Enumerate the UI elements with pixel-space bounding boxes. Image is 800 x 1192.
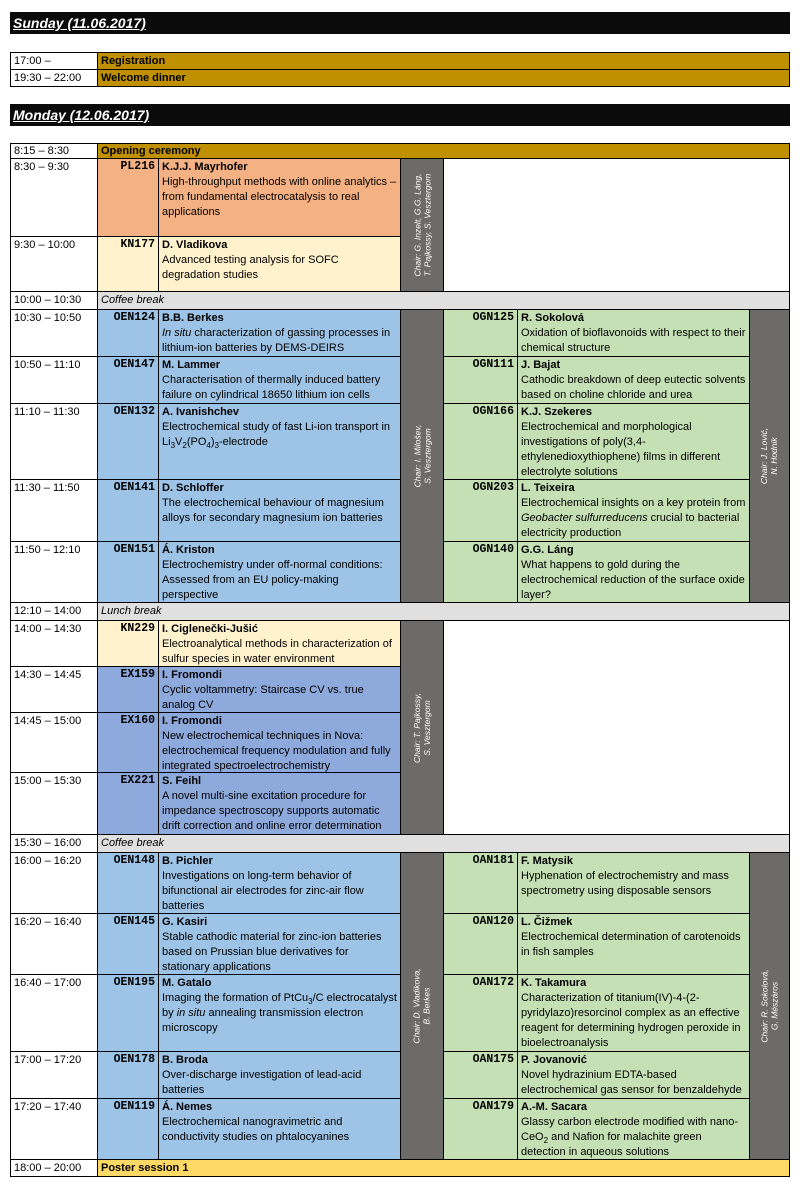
talk-title: Characterization of titanium(IV)-4-(2-pyridylazo)resorcinol complex as an effective reagent for determining hydrogen peroxide in bioelectroanalysis xyxy=(521,992,741,1049)
talk-code: OAN175 xyxy=(472,1053,514,1066)
talk-title: Glassy carbon electrode modified with nano-CeO$_2$ and Nafion for malachite green detection in aqueous solutions xyxy=(521,1116,739,1158)
time-cell: 15:00 – 15:30 xyxy=(10,772,98,835)
talk-author: Á. Kriston xyxy=(162,544,215,556)
time-cell: 11:10 – 11:30 xyxy=(10,403,98,480)
talk-cell xyxy=(517,974,750,1052)
talk-cell xyxy=(158,666,401,713)
code-cell xyxy=(97,1051,159,1099)
talk-author: P. Jovanović xyxy=(521,1054,587,1066)
talk-author: L. Teixeira xyxy=(521,482,575,494)
talk-author: M. Gatalo xyxy=(162,977,212,989)
talk-author: B.B. Berkes xyxy=(162,312,224,324)
time-cell: 9:30 – 10:00 xyxy=(10,236,98,292)
talk-author: K.J. Szekeres xyxy=(521,406,592,418)
talk-code: OEN147 xyxy=(113,358,155,371)
talk-code: OGN166 xyxy=(472,405,514,418)
chair-label: Chair: G. Inzelt, G.G. Láng, T. Pajkossy, S. Vesztergom xyxy=(412,173,432,277)
talk-cell xyxy=(517,541,750,603)
chair-label: Chair: J. Lović, N. Hodnik xyxy=(759,427,780,485)
talk-cell xyxy=(158,712,401,773)
talk-code: KN229 xyxy=(120,622,155,635)
talk-title: What happens to gold during the electrochemical reduction of the surface oxide layer? xyxy=(521,559,745,601)
code-cell xyxy=(97,158,159,237)
talk-code: PL216 xyxy=(120,160,155,173)
code-cell xyxy=(443,479,518,542)
chair-label: Chair: I. Milošev, S. Vesztergom xyxy=(412,424,433,488)
time-cell: 10:50 – 11:10 xyxy=(10,356,98,404)
talk-code: OAN179 xyxy=(472,1100,514,1113)
talk-cell xyxy=(158,620,401,667)
chair-cell xyxy=(400,852,444,1160)
talk-cell xyxy=(517,356,750,404)
code-cell xyxy=(97,913,159,975)
empty-cell xyxy=(443,620,790,835)
talk-author: D. Schloffer xyxy=(162,482,224,494)
talk-title: Electrochemical insights on a key protein from Geobacter sulfurreducens crucial to bacterial electricity production xyxy=(521,497,746,539)
chair-cell xyxy=(749,309,790,603)
chair-label: Chair: D. Vladikova, B. Berkes xyxy=(412,968,432,1044)
talk-title: Cyclic voltammetry: Staircase CV vs. true analog CV xyxy=(162,684,364,711)
talk-code: OAN181 xyxy=(472,854,514,867)
talk-title: Novel hydrazinium EDTA-based electrochemical gas sensor for benzaldehyde xyxy=(521,1069,742,1096)
talk-code: EX160 xyxy=(120,714,155,727)
talk-title: Stable cathodic material for zinc-ion batteries based on Prussian blue derivatives for stationary applications xyxy=(162,931,382,973)
talk-code: OEN132 xyxy=(113,405,155,418)
talk-title: In situ characterization of gassing processes in lithium-ion batteries by DEMS-DEIRS xyxy=(162,327,391,354)
talk-code: OEN145 xyxy=(113,915,155,928)
time-cell: 19:30 – 22:00 xyxy=(10,69,98,87)
talk-code: OEN178 xyxy=(113,1053,155,1066)
code-cell xyxy=(443,356,518,404)
time-cell: 11:30 – 11:50 xyxy=(10,479,98,542)
coffee-break-row: Coffee break xyxy=(97,291,790,310)
time-cell: 12:10 – 14:00 xyxy=(10,602,98,621)
talk-title: Investigations on long-term behavior of bifunctional air electrodes for zinc-air flow batteries xyxy=(162,870,364,912)
time-cell: 14:45 – 15:00 xyxy=(10,712,98,773)
time-cell: 14:00 – 14:30 xyxy=(10,620,98,667)
code-cell xyxy=(97,666,159,713)
talk-cell xyxy=(158,541,401,603)
time-cell: 10:30 – 10:50 xyxy=(10,309,98,357)
talk-author: L. Čižmek xyxy=(521,916,573,928)
talk-code: OEN124 xyxy=(113,311,155,324)
talk-code: OAN120 xyxy=(472,915,514,928)
talk-author: F. Matysik xyxy=(521,855,573,867)
time-cell: 15:30 – 16:00 xyxy=(10,834,98,853)
talk-code: OEN141 xyxy=(113,481,155,494)
talk-author: J. Bajat xyxy=(521,359,561,371)
talk-author: I. Fromondi xyxy=(162,715,222,727)
talk-cell xyxy=(517,1098,750,1160)
talk-author: B. Pichler xyxy=(162,855,213,867)
code-cell xyxy=(443,1051,518,1099)
talk-author: R. Sokolová xyxy=(521,312,584,324)
time-cell: 10:00 – 10:30 xyxy=(10,291,98,310)
time-cell: 16:00 – 16:20 xyxy=(10,852,98,914)
talk-code: OEN119 xyxy=(113,1100,155,1113)
talk-cell xyxy=(158,158,401,237)
talk-title: Cathodic breakdown of deep eutectic solvents based on choline chloride and urea xyxy=(521,374,746,401)
talk-author: Á. Nemes xyxy=(162,1101,213,1113)
talk-cell xyxy=(517,403,750,480)
time-cell: 11:50 – 12:10 xyxy=(10,541,98,603)
talk-title: A novel multi-sine excitation procedure for impedance spectroscopy supports automatic drift correction and online error determination xyxy=(162,790,382,832)
time-cell: 16:20 – 16:40 xyxy=(10,913,98,975)
day-header-sunday: Sunday (11.06.2017) xyxy=(10,12,790,34)
talk-code: OEN195 xyxy=(113,976,155,989)
code-cell xyxy=(97,479,159,542)
talk-title: Electrochemical determination of carotenoids in fish samples xyxy=(521,931,741,958)
talk-code: KN177 xyxy=(120,238,155,251)
talk-title: Characterisation of thermally induced battery failure on cylindrical 18650 lithium ion cells xyxy=(162,374,381,401)
talk-cell xyxy=(158,403,401,480)
talk-code: EX159 xyxy=(120,668,155,681)
talk-author: I. Fromondi xyxy=(162,669,222,681)
chair-label: Chair: T. Pajkossy, S. Vesztergom xyxy=(412,692,433,763)
chair-cell xyxy=(400,620,444,835)
time-cell: 17:00 – xyxy=(10,52,98,70)
talk-cell xyxy=(517,913,750,975)
talk-code: OGN140 xyxy=(472,543,514,556)
chair-cell xyxy=(400,309,444,603)
code-cell xyxy=(97,712,159,773)
code-cell xyxy=(443,541,518,603)
talk-cell xyxy=(158,974,401,1052)
code-cell xyxy=(443,974,518,1052)
time-cell: 17:20 – 17:40 xyxy=(10,1098,98,1160)
talk-cell xyxy=(158,1098,401,1160)
welcome-dinner-row: Welcome dinner xyxy=(97,69,790,87)
talk-title: Over-discharge investigation of lead-acid batteries xyxy=(162,1069,362,1096)
code-cell xyxy=(97,403,159,480)
talk-title: Electrochemistry under off-normal conditions: Assessed from an EU policy-making perspective xyxy=(162,559,383,601)
talk-cell xyxy=(158,1051,401,1099)
talk-title: Hyphenation of electrochemistry and mass spectrometry using disposable sensors xyxy=(521,870,729,897)
talk-code: OGN111 xyxy=(472,358,514,371)
code-cell xyxy=(97,772,159,835)
code-cell xyxy=(443,852,518,914)
talk-cell xyxy=(158,913,401,975)
talk-cell xyxy=(517,309,750,357)
talk-author: M. Lammer xyxy=(162,359,221,371)
talk-title: Imaging the formation of PtCu$_3$/C electrocatalyst by in situ annealing transmission electron microscopy xyxy=(162,992,397,1034)
talk-author: A.-M. Sacara xyxy=(521,1101,588,1113)
code-cell xyxy=(443,1098,518,1160)
talk-author: I. Ciglenečki-Jušić xyxy=(162,623,258,635)
code-cell xyxy=(443,403,518,480)
talk-author: K.J.J. Mayrhofer xyxy=(162,161,248,173)
time-cell: 16:40 – 17:00 xyxy=(10,974,98,1052)
talk-code: OEN151 xyxy=(113,543,155,556)
code-cell xyxy=(97,309,159,357)
chair-cell xyxy=(400,158,444,292)
talk-title: High-throughput methods with online analytics – from fundamental electrocatalysis to real applications xyxy=(162,176,397,218)
day-header-monday: Monday (12.06.2017) xyxy=(10,104,790,126)
code-cell xyxy=(97,356,159,404)
empty-cell xyxy=(443,158,790,292)
talk-cell xyxy=(517,479,750,542)
opening-ceremony-row: Opening ceremony xyxy=(97,143,790,159)
talk-title: Advanced testing analysis for SOFC degradation studies xyxy=(162,254,339,281)
talk-title: The electrochemical behaviour of magnesium alloys for secondary magnesium ion batteries xyxy=(162,497,384,524)
talk-code: EX221 xyxy=(120,774,155,787)
code-cell xyxy=(443,309,518,357)
talk-code: OGN203 xyxy=(472,481,514,494)
talk-cell xyxy=(158,479,401,542)
talk-cell xyxy=(158,772,401,835)
talk-cell xyxy=(158,309,401,357)
code-cell xyxy=(97,541,159,603)
code-cell xyxy=(97,974,159,1052)
talk-cell xyxy=(517,852,750,914)
lunch-break-row: Lunch break xyxy=(97,602,790,621)
talk-cell xyxy=(517,1051,750,1099)
talk-title: Electrochemical study of fast Li-ion transport in $Li_3V_2(PO_4)_3$-electrode xyxy=(162,421,391,451)
talk-author: G.G. Láng xyxy=(521,544,574,556)
talk-author: A. Ivanishchev xyxy=(162,406,240,418)
talk-cell xyxy=(158,356,401,404)
poster-session-row: Poster session 1 xyxy=(97,1159,790,1177)
talk-title: Electrochemical nanogravimetric and conductivity studies on phtalocyanines xyxy=(162,1116,350,1143)
code-cell xyxy=(97,236,159,292)
talk-title: Electroanalytical methods in characterization of sulfur species in water environment xyxy=(162,638,392,665)
talk-title: Oxidation of bioflavonoids with respect to their chemical structure xyxy=(521,327,746,354)
time-cell: 8:30 – 9:30 xyxy=(10,158,98,237)
time-cell: 18:00 – 20:00 xyxy=(10,1159,98,1177)
talk-author: D. Vladikova xyxy=(162,239,228,251)
time-cell: 14:30 – 14:45 xyxy=(10,666,98,713)
registration-row: Registration xyxy=(97,52,790,70)
code-cell xyxy=(443,913,518,975)
chair-cell xyxy=(749,852,790,1160)
code-cell xyxy=(97,620,159,667)
code-cell xyxy=(97,852,159,914)
code-cell xyxy=(97,1098,159,1160)
talk-author: K. Takamura xyxy=(521,977,587,989)
talk-code: OAN172 xyxy=(472,976,514,989)
talk-cell xyxy=(158,236,401,292)
coffee-break-row: Coffee break xyxy=(97,834,790,853)
time-cell: 8:15 – 8:30 xyxy=(10,143,98,159)
talk-author: B. Broda xyxy=(162,1054,208,1066)
talk-cell xyxy=(158,852,401,914)
time-cell: 17:00 – 17:20 xyxy=(10,1051,98,1099)
talk-author: S. Feihl xyxy=(162,775,202,787)
talk-author: G. Kasiri xyxy=(162,916,208,928)
talk-code: OGN125 xyxy=(472,311,514,324)
talk-code: OEN148 xyxy=(113,854,155,867)
talk-title: Electrochemical and morphological investigations of poly(3,4-ethylenedioxythiophene) films in different electrolyte solutions xyxy=(521,421,721,478)
chair-label: Chair: R. Sokolová, G. Mészáros xyxy=(759,969,780,1043)
talk-title: New electrochemical techniques in Nova: electrochemical frequency modulation and fully integrated spectroelectrochemistry xyxy=(162,730,391,772)
